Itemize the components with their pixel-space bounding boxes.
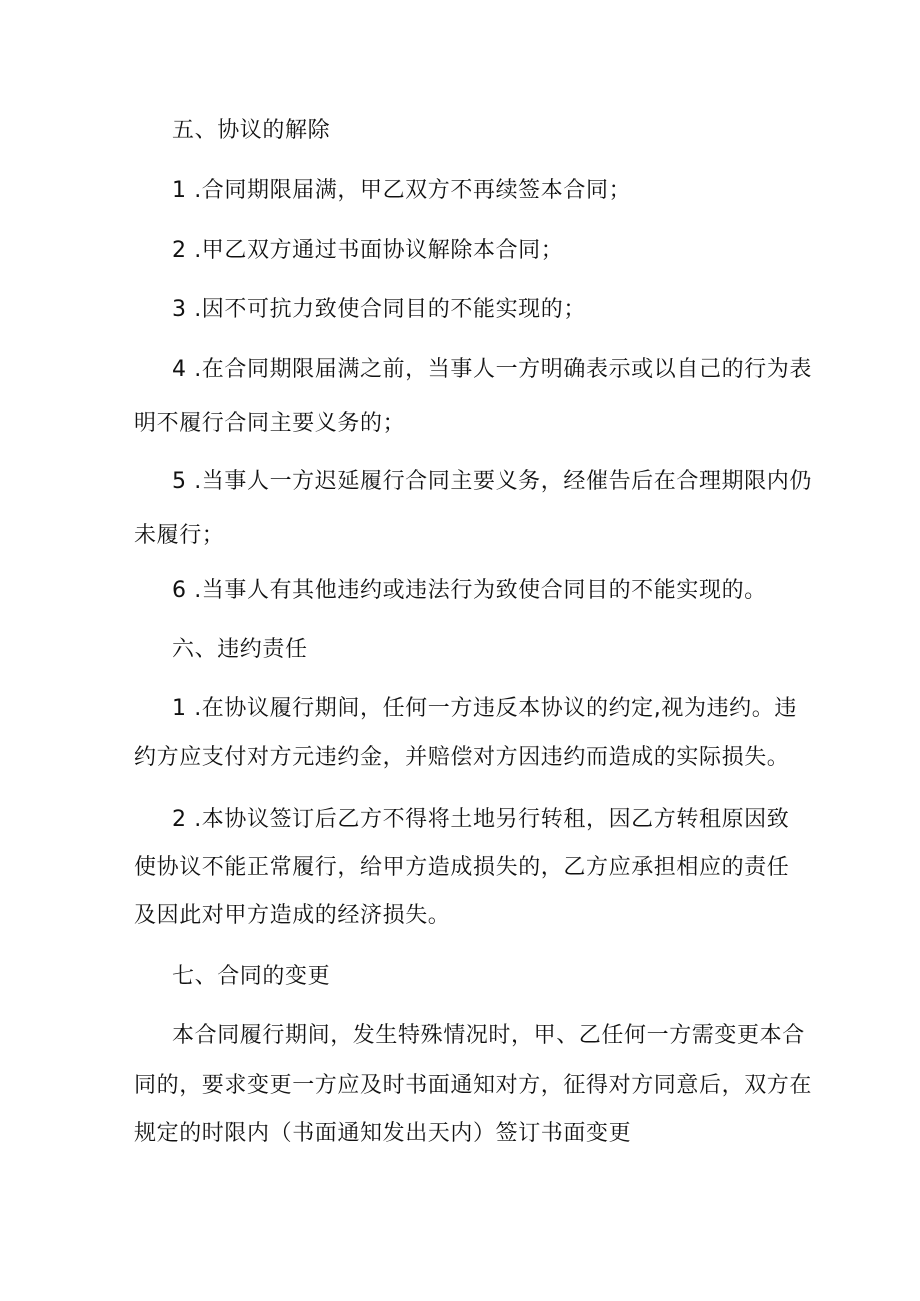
amendment-paragraph-line-2: 同的，要求变更一方应及时书面通知对方，征得对方同意后，双方在 [134,1073,813,1098]
termination-item-5-line-1: 5 .当事人一方迟延履行合同主要义务，经催告后在合理期限内仍 [172,469,812,494]
amendment-paragraph-line-3: 规定的时限内（书面通知发出天内）签订书面变更 [134,1121,632,1146]
termination-item-3: 3 .因不可抗力致使合同目的不能实现的； [172,297,586,322]
section-heading-termination: 五、协议的解除 [172,118,331,143]
liability-item-1-line-2: 约方应支付对方元违约金，并赔偿对方因违约而造成的实际损失。 [134,745,790,770]
termination-item-5-line-2: 未履行； [134,523,225,548]
termination-item-4-line-1: 4 .在合同期限届满之前，当事人一方明确表示或以自己的行为表 [172,357,812,382]
termination-item-4-line-2: 明不履行合同主要义务的； [134,411,406,436]
termination-item-1: 1 .合同期限届满，甲乙双方不再续签本合同； [172,178,632,203]
section-heading-liability: 六、违约责任 [172,637,308,662]
liability-item-2-line-2: 使协议不能正常履行，给甲方造成损失的，乙方应承担相应的责任 [134,855,790,880]
liability-item-2-line-3: 及因此对甲方造成的经济损失。 [134,903,451,928]
amendment-paragraph-line-1: 本合同履行期间，发生特殊情况时，甲、乙任何一方需变更本合 [172,1023,805,1048]
liability-item-2-line-1: 2 .本协议签订后乙方不得将土地另行转租，因乙方转租原因致 [172,807,790,832]
termination-item-6: 6 .当事人有其他违约或违法行为致使合同目的不能实现的。 [172,578,767,603]
termination-item-2: 2 .甲乙双方通过书面协议解除本合同； [172,238,564,263]
section-heading-amendment: 七、合同的变更 [172,964,331,989]
liability-item-1-line-1: 1 .在协议履行期间，任何一方违反本协议的约定,视为违约。违 [172,696,797,721]
